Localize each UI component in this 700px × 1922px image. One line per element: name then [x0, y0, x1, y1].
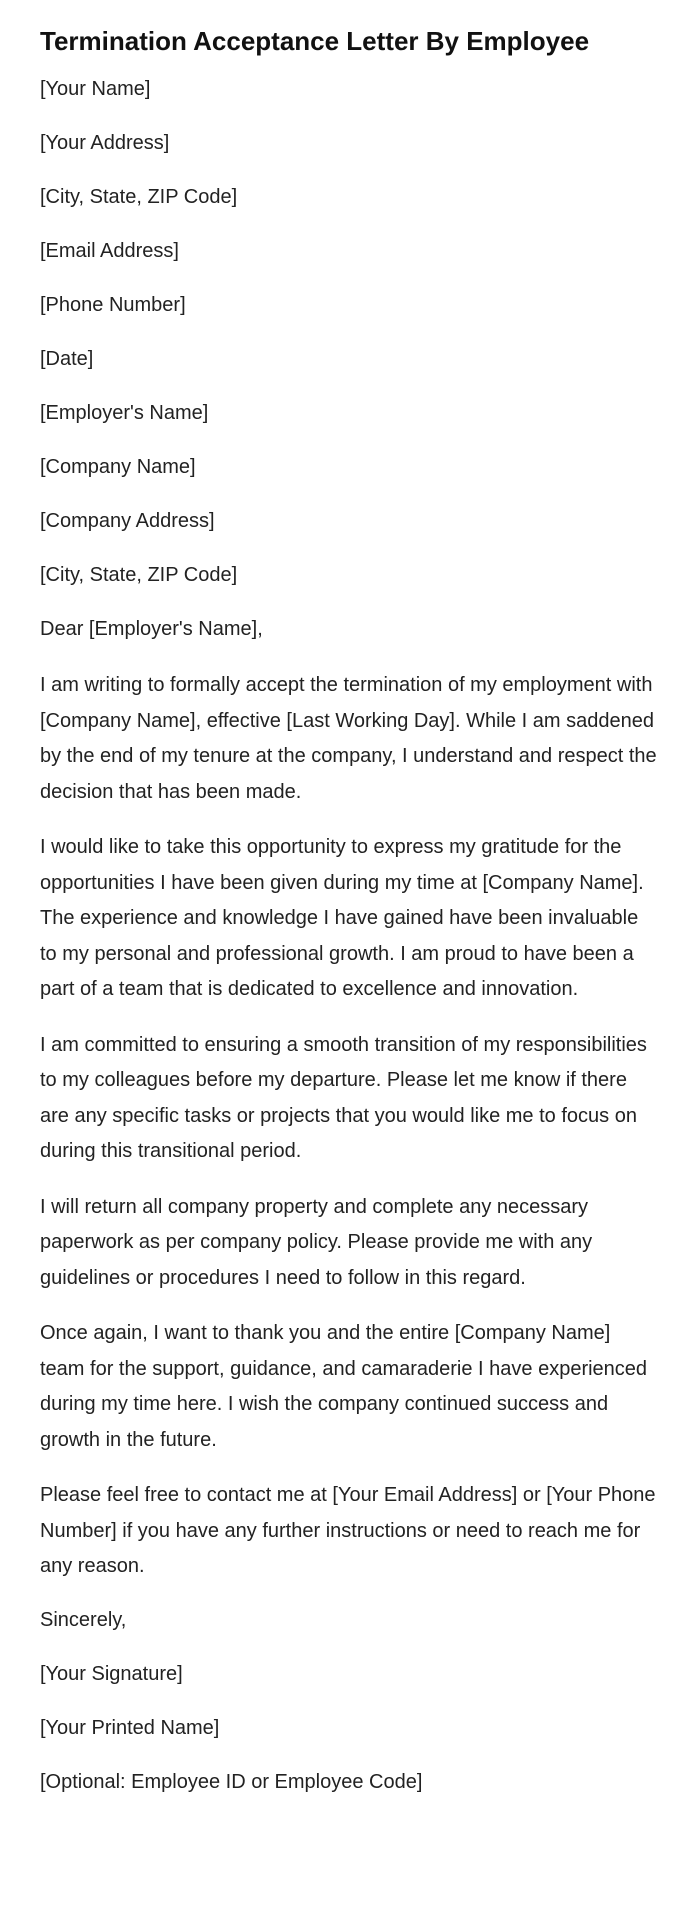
printed-name: [Your Printed Name] [40, 1716, 220, 1739]
sender-block [40, 74, 660, 374]
recipient-address: [Company Address] [40, 510, 215, 532]
page-title: Termination Acceptance Letter By Employee [40, 26, 590, 56]
sender-address: [Your Address] [40, 132, 170, 154]
recipient-company: [Company Name] [40, 456, 196, 478]
body-paragraph: Once again, I want to thank you and the entire [Company Name] team for the support, guidance, and camaraderie I have experienced during my time here. I wish the company continued success and growth in the future. [40, 1322, 648, 1451]
letter-date: [Date] [40, 348, 94, 370]
body-paragraph: I am committed to ensuring a smooth transition of my responsibilities to my colleagues before my departure. Please let me know if there are any specific tasks or projects that you would like me to focus on during this transitional period. [40, 1033, 647, 1162]
body-paragraph: I am writing to formally accept the termination of my employment with [Company Name], effective [Last Working Day]. While I am saddened by the end of my tenure at the company, I understand and respect the decision that has been made. [40, 674, 657, 803]
salutation: Dear [Employer's Name], [40, 618, 263, 640]
recipient-block [40, 398, 660, 590]
letter-body [40, 668, 660, 1585]
sender-phone: [Phone Number] [40, 294, 186, 316]
body-paragraph: I will return all company property and complete any necessary paperwork as per company policy. Please provide me with any guidelines or procedures I need to follow in this regard. [40, 1195, 593, 1289]
body-paragraph: I would like to take this opportunity to express my gratitude for the opportunities I have been given during my time at [Company Name]. The experience and knowledge I have gained have been invaluable to my personal and professional growth. I am proud to have been a part of a team that is dedicated to excellence and innovation. [40, 836, 644, 1000]
sender-name: [Your Name] [40, 78, 151, 100]
sender-email: [Email Address] [40, 240, 179, 262]
recipient-name: [Employer's Name] [40, 402, 209, 424]
employee-id: [Optional: Employee ID or Employee Code] [40, 1770, 423, 1793]
closing-block [40, 1605, 660, 1797]
closing: Sincerely, [40, 1608, 127, 1631]
recipient-city-state-zip: [City, State, ZIP Code] [40, 564, 238, 586]
body-paragraph: Please feel free to contact me at [Your Email Address] or [Your Phone Number] if you have any further instructions or need to reach me for any reason. [40, 1484, 656, 1577]
signature: [Your Signature] [40, 1662, 183, 1685]
sender-city-state-zip: [City, State, ZIP Code] [40, 186, 238, 208]
